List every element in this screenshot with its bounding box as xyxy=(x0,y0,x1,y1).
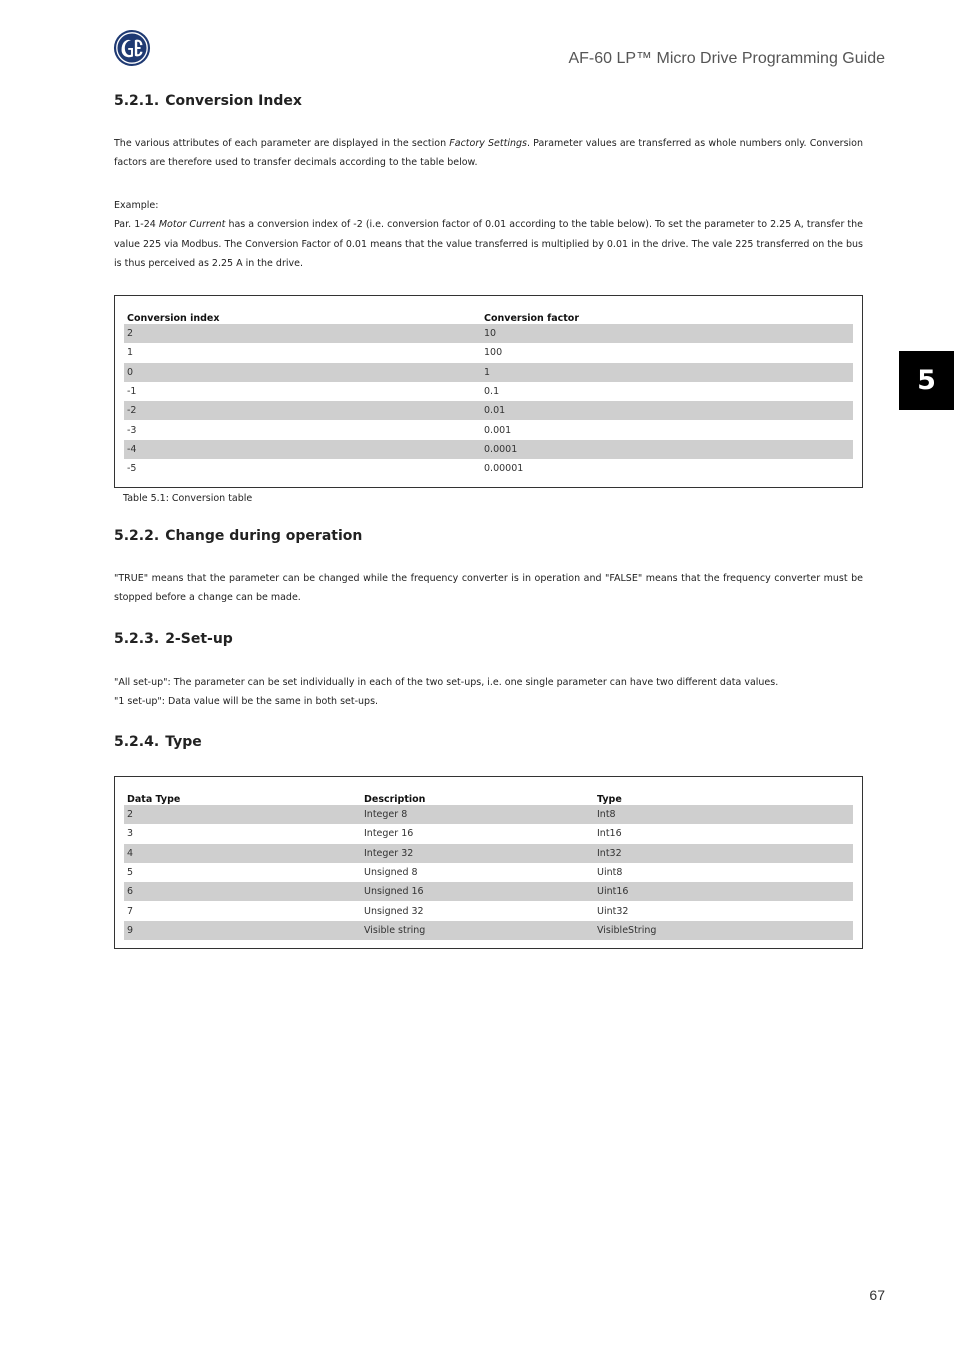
table-cell: -5 xyxy=(127,463,137,475)
conversion-intro-paragraph xyxy=(114,134,863,173)
table-row xyxy=(124,882,853,901)
text-span: The various attributes of each parameter are displayed in the section xyxy=(114,138,450,149)
motor-current-reference: Motor Current xyxy=(158,219,226,231)
table-row xyxy=(124,863,853,882)
table-cell: -1 xyxy=(127,386,137,398)
table-cell: 0 xyxy=(124,363,481,382)
text-span: Par. 1-24 xyxy=(114,219,159,231)
example-label: Example: xyxy=(114,200,159,211)
table-cell: 0.00001 xyxy=(484,463,524,475)
ge-logo-icon xyxy=(113,29,151,67)
table-cell: Visible string xyxy=(361,921,594,940)
section-title: Change during operation xyxy=(165,528,363,544)
table-cell: -4 xyxy=(124,440,481,459)
table-row xyxy=(124,363,853,382)
table-cell: 4 xyxy=(124,844,361,863)
column-header: Conversion factor xyxy=(484,313,580,324)
section-number: 5.2.4. xyxy=(114,734,160,750)
table-cell: 100 xyxy=(484,347,503,359)
table-cell: 0.1 xyxy=(484,386,500,398)
section-number: 5.2.2. xyxy=(114,528,160,544)
paragraph-text: "TRUE" means that the parameter can be changed while the frequency converter is in operation and "FALSE" means that the frequency converter must be stopped before a change can be made. xyxy=(114,573,863,604)
table-caption: Table 5.1: Conversion table xyxy=(123,493,253,504)
guide-title: AF-60 LP™ Micro Drive Programming Guide xyxy=(568,50,885,67)
table-cell: 7 xyxy=(127,905,134,917)
paragraph-line: "All set-up": The parameter can be set individually in each of the two set-ups, i.e. one single parameter can have two different data values. xyxy=(114,677,779,688)
page-number: 67 xyxy=(869,1287,885,1303)
table-row xyxy=(124,324,853,343)
table-cell: Unsigned 8 xyxy=(364,867,418,879)
table-cell: 0.0001 xyxy=(481,440,853,459)
table-cell: Unsigned 32 xyxy=(364,905,424,917)
table-cell: 2 xyxy=(124,805,361,824)
paragraph-line: "1 set-up": Data value will be the same in both set-ups. xyxy=(114,696,379,708)
table-cell: VisibleString xyxy=(594,921,853,940)
table-row xyxy=(124,459,853,478)
table-cell: Uint16 xyxy=(594,882,853,901)
table-cell: Int16 xyxy=(597,828,622,840)
section-title: Type xyxy=(165,734,202,750)
factory-settings-reference: Factory Settings xyxy=(449,138,527,149)
text-span: has a conversion index of -2 (i.e. conversion factor of 0.01 according to the table below). To set the parameter to 2.25 A, transfer the value 225 via Modbus. The Conversion Factor of 0.01 means that the value transferred is multiplied by 0.01 in the drive. The vale 225 transferred on the bus is thus perceived as 2.25 A in the drive. xyxy=(114,219,864,269)
column-header: Description xyxy=(364,794,426,805)
table-header-row xyxy=(124,786,853,805)
table-cell: -2 xyxy=(124,401,481,420)
section-heading-type xyxy=(114,734,202,750)
section-heading-conversion-index xyxy=(114,93,302,109)
table-row xyxy=(124,343,853,362)
table-cell: 9 xyxy=(124,921,361,940)
section-heading-2-set-up xyxy=(114,631,233,647)
table-row xyxy=(124,921,853,940)
section-title: Conversion Index xyxy=(165,93,302,109)
table-cell: 5 xyxy=(127,867,134,879)
table-row xyxy=(124,824,853,843)
table-header-row xyxy=(124,305,853,324)
table-cell: Int32 xyxy=(594,844,853,863)
table-row xyxy=(124,420,853,439)
table-cell: Uint32 xyxy=(597,905,629,917)
table-cell: 2 xyxy=(124,324,481,343)
table-row xyxy=(124,440,853,459)
table-cell: Uint8 xyxy=(597,867,623,879)
column-header: Conversion index xyxy=(127,313,220,324)
section-heading-change-during-operation xyxy=(114,528,362,544)
change-during-operation-paragraph xyxy=(114,569,863,608)
table-cell: 1 xyxy=(481,363,853,382)
example-paragraph xyxy=(114,196,863,273)
table-cell: 0.001 xyxy=(484,424,512,436)
table-cell: Unsigned 16 xyxy=(361,882,594,901)
table-cell: 1 xyxy=(127,347,134,359)
conversion-table xyxy=(124,305,853,478)
table-cell: Integer 8 xyxy=(361,805,594,824)
section-title: 2-Set-up xyxy=(165,631,233,647)
table-cell: Integer 32 xyxy=(361,844,594,863)
table-row xyxy=(124,844,853,863)
table-row xyxy=(124,901,853,920)
type-table xyxy=(124,786,853,940)
chapter-tab-marker: 5 xyxy=(899,351,954,410)
table-cell: 3 xyxy=(127,828,134,840)
table-cell: Integer 16 xyxy=(364,828,414,840)
table-row xyxy=(124,401,853,420)
table-cell: -3 xyxy=(127,424,137,436)
table-cell: 6 xyxy=(124,882,361,901)
section-number: 5.2.3. xyxy=(114,631,160,647)
section-number: 5.2.1. xyxy=(114,93,160,109)
column-header: Type xyxy=(597,794,622,805)
table-cell: 10 xyxy=(481,324,853,343)
text-span: . Parameter values are transferred as whole numbers only. Conversion factors are therefore used to transfer decimals according to the table below. xyxy=(114,138,863,169)
set-up-paragraph xyxy=(114,673,863,712)
table-cell: 0.01 xyxy=(481,401,853,420)
table-row xyxy=(124,382,853,401)
type-table-box xyxy=(114,776,863,949)
conversion-table-box xyxy=(114,295,863,488)
table-row xyxy=(124,805,853,824)
table-cell: Int8 xyxy=(594,805,853,824)
column-header: Data Type xyxy=(127,794,181,805)
